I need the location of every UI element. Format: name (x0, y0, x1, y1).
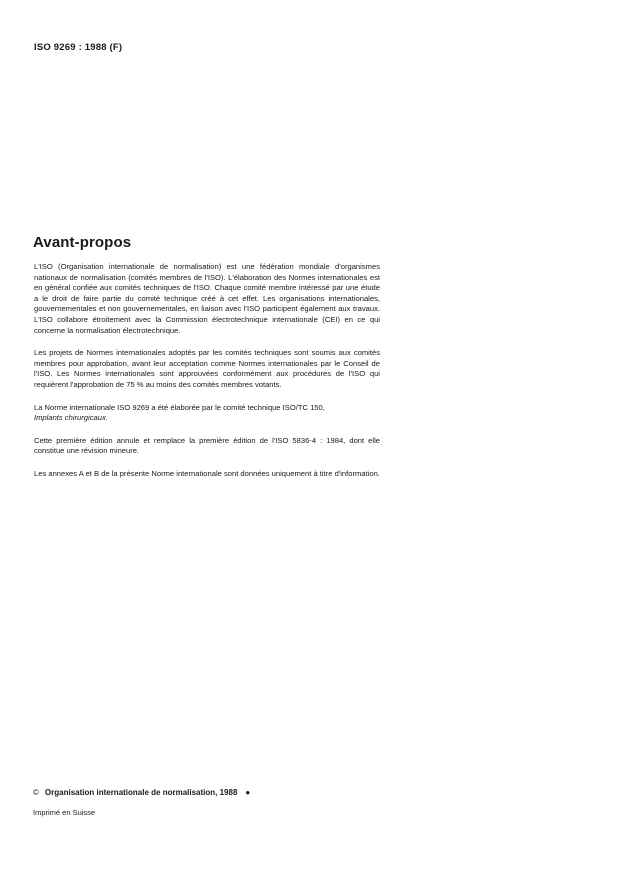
foreword-paragraph-3-text: La Norme internationale ISO 9269 a été élaborée par le comité technique ISO/TC 150, (34, 402, 325, 412)
printed-in-note: Imprimé en Suisse (33, 808, 96, 817)
copyright-icon: © (33, 788, 39, 797)
bullet-icon: ● (245, 788, 251, 797)
foreword-paragraph-2: Les projets de Normes internationales adoptés par les comités techniques sont soumis aux comités membres pour approbation, avant leur acceptation comme Normes internationales par le Conseil de l'ISO. Les Normes internationales sont approuvées conformément aux procédures de l'ISO qui requièrent l'approbation de 75 % au moins des comités membres votants. (34, 348, 380, 389)
foreword-body (34, 262, 380, 480)
committee-title: Implants chirurgicaux. (34, 413, 108, 423)
foreword-paragraph-5: Les annexes A et B de la présente Norme internationale sont données uniquement à titre d'information. (34, 468, 380, 478)
copyright-text: Organisation internationale de normalisation, 1988 (44, 788, 238, 797)
copyright-line (33, 788, 250, 797)
foreword-paragraph-3 (34, 403, 380, 424)
foreword-heading: Avant-propos (33, 234, 132, 251)
document-id: ISO 9269 : 1988 (F) (34, 42, 123, 53)
foreword-paragraph-1: L'ISO (Organisation internationale de normalisation) est une fédération mondiale d'organismes nationaux de normalisation (comités membres de l'ISO). L'élaboration des Normes internationales est en général confiée aux comités techniques de l'ISO. Chaque comité membre intéressé par une étude a le droit de faire partie du comité technique créé à cet effet. Les organisations internationales, gouvernementales et non gouvernementales, en liaison avec l'ISO participent également aux travaux. L'ISO collabore étroitement avec la Commission électrotechnique internationale (CEI) en ce qui concerne la normalisation électrotechnique. (34, 262, 380, 335)
foreword-paragraph-4: Cette première édition annule et remplace la première édition de l'ISO 5836-4 : 1984, dont elle constitue une révision mineure. (34, 435, 380, 456)
